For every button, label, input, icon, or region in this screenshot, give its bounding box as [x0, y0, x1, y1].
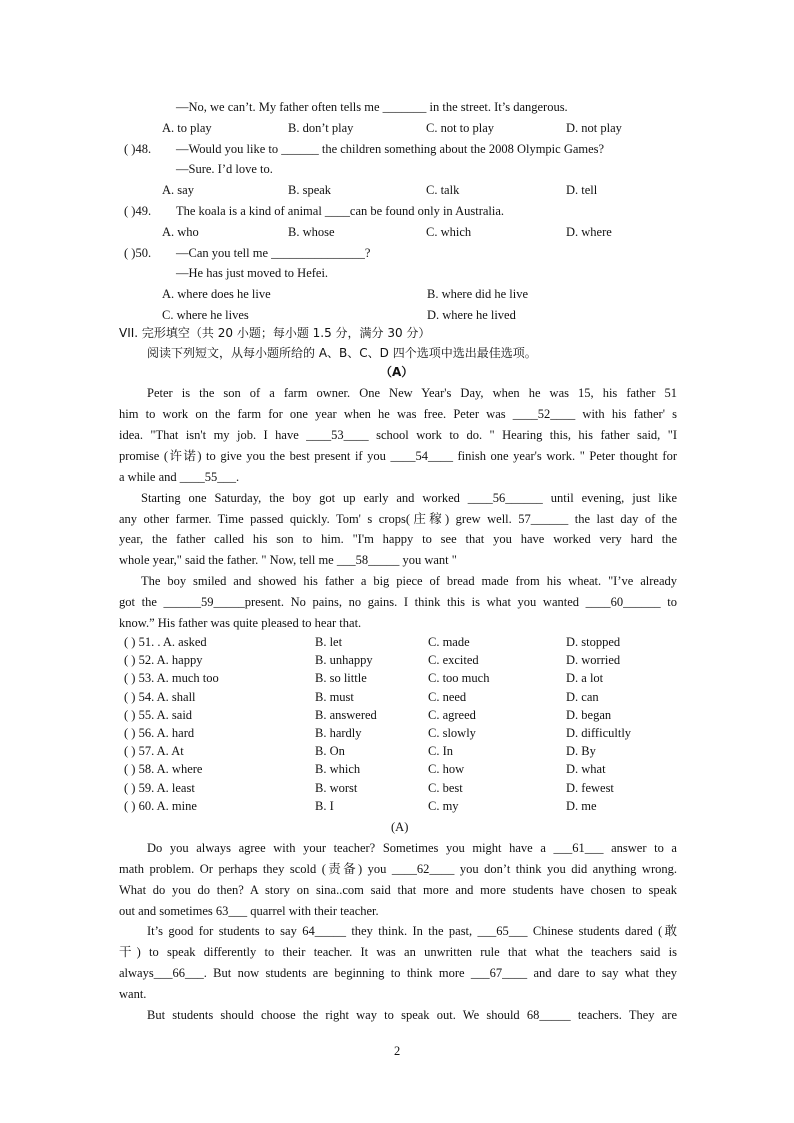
cloze-question-option-a: ( ) 59. A. least	[124, 780, 195, 795]
q48-stem: —Would you like to ______ the children something about the 2008 Olympic Games?	[176, 142, 605, 156]
passage1-line: idea. "That isn't my job. I have ____53____ school work to do. " Hearing this, his father said, "I	[119, 428, 677, 442]
page-number: 2	[394, 1044, 401, 1058]
cloze-option-b: B. worst	[315, 780, 358, 795]
q47-option-d: D. not play	[566, 121, 622, 135]
cloze-question-option-a: ( ) 55. A. said	[124, 707, 193, 722]
passage1-line: promise (许诺) to give you the best present if you ____54____ finish one year's work. " Peter thought for	[119, 449, 677, 463]
section-title: VII. 完形填空（共 20 小题；每小题 1.5 分，满分 30 分）	[119, 326, 431, 340]
cloze-option-c: C. agreed	[428, 707, 476, 722]
cloze-question-option-a: ( ) 58. A. where	[124, 762, 203, 777]
q49-option-c: C. which	[426, 225, 472, 239]
q50-option-d: D. where he lived	[427, 308, 516, 322]
q48-option-a: A. say	[162, 183, 194, 197]
q50-option-b: B. where did he live	[427, 287, 529, 301]
cloze-option-c: C. slowly	[428, 726, 476, 740]
q48-reply: —Sure. I’d love to.	[176, 162, 273, 176]
cloze-question-option-a: ( ) 60. A. mine	[124, 798, 197, 813]
section-instruction: 阅读下列短文，从每小题所给的 A、B、C、D 四个选项中选出最佳选项。	[147, 346, 537, 360]
q47-option-c: C. not to play	[426, 121, 495, 135]
cloze-option-b: B. which	[315, 762, 361, 777]
cloze-option-c: C. best	[428, 780, 463, 795]
cloze-option-d: D. me	[566, 798, 597, 813]
cloze-option-b: B. so little	[315, 671, 367, 686]
q50-option-a: A. where does he live	[162, 287, 271, 301]
cloze-option-b: B. let	[315, 635, 343, 649]
cloze-option-d: D. began	[566, 707, 612, 722]
q47-option-b: B. don’t play	[288, 121, 354, 135]
q48-number: ( )48.	[124, 142, 152, 156]
q49-number: ( )49.	[124, 204, 152, 218]
passage1-line: any other farmer. Time passed quickly. Tom' s crops(庄稼) grew well. 57______ the last day of the	[119, 512, 677, 526]
q50-number: ( )50.	[124, 246, 152, 260]
cloze-option-c: C. too much	[428, 671, 490, 686]
passage1-line: him to work on the farm for one year when he was free. Peter was ____52____ with his father' s	[119, 407, 677, 421]
q48-option-d: D. tell	[566, 183, 598, 197]
cloze-option-d: D. can	[566, 689, 599, 704]
passage1-line: The boy smiled and showed his father a big piece of bread made from his wheat. "I’ve already	[141, 574, 677, 588]
cloze-question-option-a: ( ) 51. . A. asked	[124, 635, 207, 649]
q49-option-a: A. who	[162, 225, 199, 239]
passage2-line: math problem. Or perhaps they scold (责备) you ____62____ you don’t think you did anything wrong.	[119, 862, 677, 876]
passage2-line: always___66___. But now students are beginning to think more ___67____ and dare to say what they	[119, 966, 677, 980]
passage2-line: What do you do then? A story on sina..com said that more and more students have chosen to speak	[119, 883, 677, 897]
passage1-line: year, the father called his son to him. "I'm happy to see that you have worked very hard the	[119, 532, 677, 546]
passage1-line: Peter is the son of a farm owner. One New Year's Day, when he was 15, his father 51	[147, 386, 677, 400]
q49-option-d: D. where	[566, 225, 612, 239]
q50-option-c: C. where he lives	[162, 308, 249, 322]
q47-stem: —No, we can’t. My father often tells me _______ in the street. It’s dangerous.	[176, 100, 568, 114]
cloze-option-c: C. made	[428, 635, 470, 649]
cloze-option-b: B. On	[315, 744, 345, 759]
cloze-option-d: D. fewest	[566, 780, 614, 795]
cloze-option-c: C. excited	[428, 653, 479, 668]
cloze-option-c: C. my	[428, 798, 459, 813]
passage2-heading: (A)	[391, 820, 409, 834]
q50-reply: —He has just moved to Hefei.	[176, 266, 329, 280]
cloze-option-d: D. worried	[566, 653, 621, 668]
cloze-option-c: C. how	[428, 762, 465, 777]
q50-stem: —Can you tell me _______________?	[176, 246, 371, 260]
passage2-line: 干) to speak differently to their teacher. It was an unwritten rule that what the teachers said is	[119, 945, 677, 959]
q48-option-c: C. talk	[426, 183, 460, 197]
passage2-line: But students should choose the right way to speak out. We should 68_____ teachers. They are	[147, 1008, 677, 1022]
cloze-option-b: B. answered	[315, 707, 377, 722]
q49-stem: The koala is a kind of animal ____can be found only in Australia.	[176, 204, 505, 218]
passage2-line: Do you always agree with your teacher? Sometimes you might have a ___61___ answer to a	[147, 841, 677, 855]
cloze-question-option-a: ( ) 53. A. much too	[124, 671, 219, 686]
passage1-line: whole year," said the father. " Now, tell me ___58_____ you want "	[119, 553, 457, 567]
passage1-line: a while and ____55___.	[119, 470, 240, 484]
passage1-line: got the ______59_____present. No pains, no gains. I think this is what you wanted ____60______ to	[119, 595, 677, 609]
q49-option-b: B. whose	[288, 225, 335, 239]
passage1-line: know.” His father was quite pleased to hear that.	[119, 616, 362, 630]
cloze-option-d: D. stopped	[566, 635, 621, 649]
cloze-option-b: B. unhappy	[315, 653, 373, 668]
cloze-option-b: B. must	[315, 689, 354, 704]
cloze-question-option-a: ( ) 57. A. At	[124, 744, 184, 759]
q48-option-b: B. speak	[288, 183, 332, 197]
cloze-option-b: B. I	[315, 798, 334, 813]
cloze-option-b: B. hardly	[315, 726, 362, 740]
passage2-line: want.	[119, 987, 147, 1001]
cloze-option-d: D. a lot	[566, 671, 604, 686]
passage-heading: （A）	[380, 365, 414, 379]
cloze-option-c: C. In	[428, 744, 453, 759]
cloze-question-option-a: ( ) 56. A. hard	[124, 726, 195, 740]
passage2-line: It’s good for students to say 64_____ they think. In the past, ___65___ Chinese students dared (敢	[147, 924, 677, 938]
cloze-option-d: D. what	[566, 762, 606, 777]
passage1-line: Starting one Saturday, the boy got up early and worked ____56______ until evening, just like	[141, 491, 677, 505]
passage2-line: out and sometimes 63___ quarrel with their teacher.	[119, 904, 379, 918]
cloze-option-d: D. difficultly	[566, 726, 632, 740]
cloze-option-d: D. By	[566, 744, 596, 759]
cloze-option-c: C. need	[428, 689, 467, 704]
cloze-question-option-a: ( ) 52. A. happy	[124, 653, 203, 668]
q47-option-a: A. to play	[162, 121, 212, 135]
cloze-question-option-a: ( ) 54. A. shall	[124, 689, 196, 704]
